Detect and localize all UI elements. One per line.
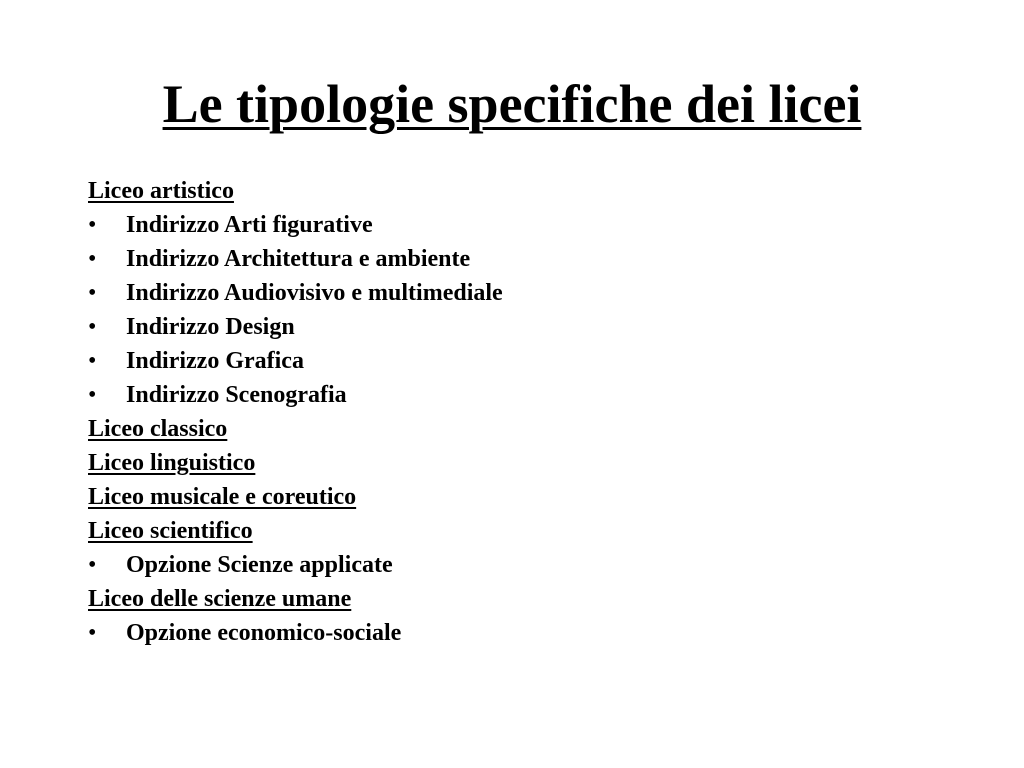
bullet-icon: • xyxy=(88,314,97,340)
list-item-text: Indirizzo Arti figurative xyxy=(126,212,373,238)
slide-title: Le tipologie specifiche dei licei xyxy=(162,74,862,134)
list-item-text: Indirizzo Design xyxy=(126,314,295,340)
list-item-text: Opzione Scienze applicate xyxy=(126,552,393,578)
list-item-text: Indirizzo Scenografia xyxy=(126,382,347,408)
list-item xyxy=(88,344,968,378)
list-item xyxy=(88,242,968,276)
bullet-icon: • xyxy=(88,280,97,306)
list-item xyxy=(88,548,968,582)
bullet-icon: • xyxy=(88,382,97,408)
section-heading-liceo-scientifico: Liceo scientifico xyxy=(88,518,253,544)
section-heading-liceo-musicale: Liceo musicale e coreutico xyxy=(88,484,357,510)
bullet-icon: • xyxy=(88,620,97,646)
section-heading-liceo-scienze-umane: Liceo delle scienze umane xyxy=(88,586,352,612)
list-item xyxy=(88,208,968,242)
section-heading-liceo-linguistico: Liceo linguistico xyxy=(88,450,256,476)
list-item xyxy=(88,276,968,310)
bullet-icon: • xyxy=(88,552,97,578)
list-item-text: Indirizzo Architettura e ambiente xyxy=(126,246,471,272)
list-item xyxy=(88,378,968,412)
list-item-text: Indirizzo Audiovisivo e multimediale xyxy=(126,280,503,306)
list-item xyxy=(88,310,968,344)
list-item xyxy=(88,616,968,650)
bullet-icon: • xyxy=(88,246,97,272)
slide-content xyxy=(88,174,968,650)
list-item-text: Opzione economico-sociale xyxy=(126,620,402,646)
bullet-icon: • xyxy=(88,212,97,238)
section-heading-liceo-artistico: Liceo artistico xyxy=(88,178,234,204)
bullet-icon: • xyxy=(88,348,97,374)
list-item-text: Indirizzo Grafica xyxy=(126,348,304,374)
section-heading-liceo-classico: Liceo classico xyxy=(88,416,228,442)
